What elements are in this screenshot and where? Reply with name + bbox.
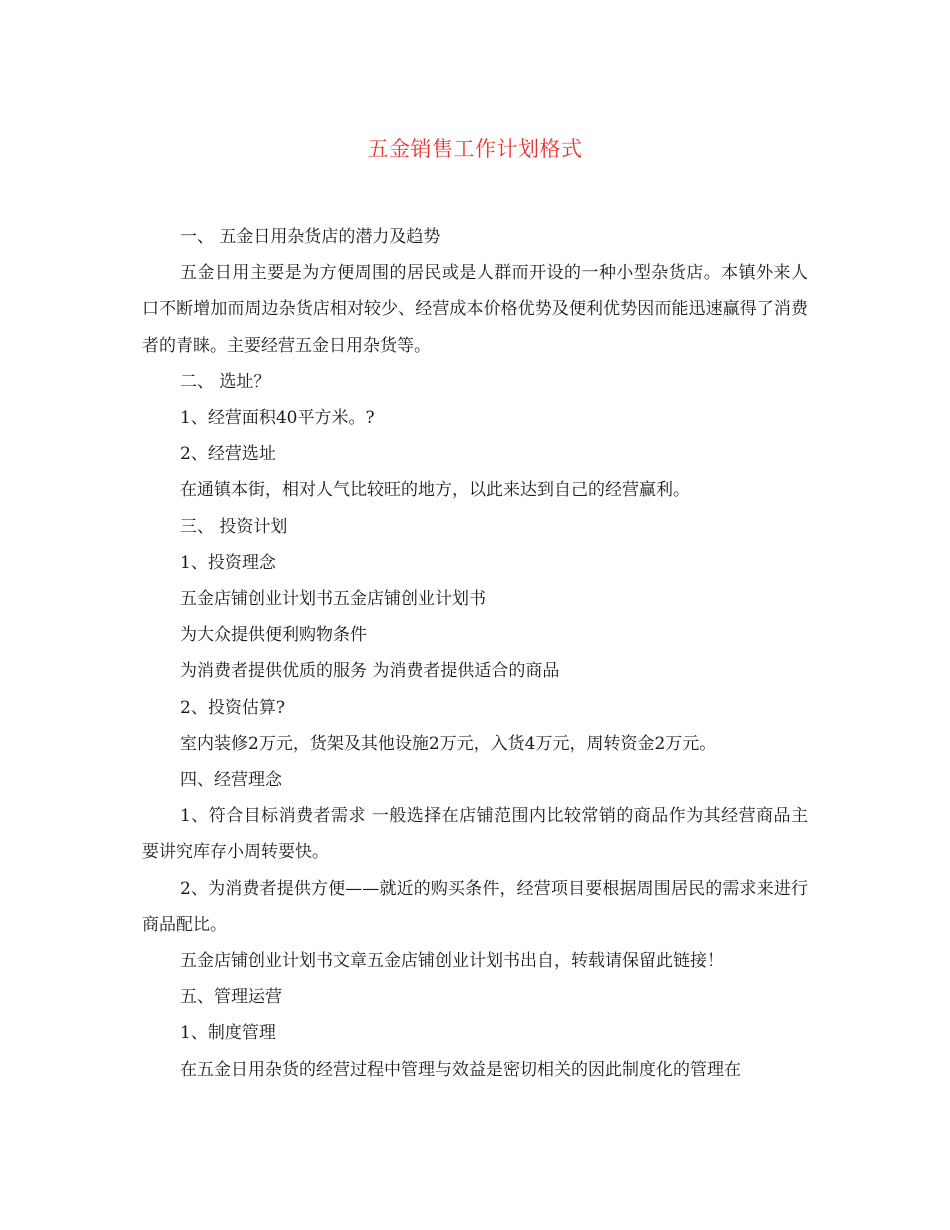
paragraph: 五金日用主要是为方便周围的居民或是人群而开设的一种小型杂货店。本镇外来人口不断增加而周边杂货店相对较少、经营成本价格优势及便利优势因而能迅速赢得了消费者的青睐。主要经营五金日用杂货等。 (142, 263, 808, 356)
paragraph: 为消费者提供优质的服务 为消费者提供适合的商品 (180, 661, 560, 682)
list-item: 2、经营选址 (180, 444, 276, 465)
paragraph: 五金店铺创业计划书文章五金店铺创业计划书出自，转载请保留此链接！ (180, 951, 724, 972)
document-body (142, 219, 808, 1088)
section-heading-3: 三、 投资计划 (180, 516, 288, 537)
section-heading-5: 五、管理运营 (180, 987, 282, 1008)
list-item: 1、符合目标消费者需求 一般选择在店铺范围内比较常销的商品作为其经营商品主要讲究库存小周转要快。 (142, 806, 808, 863)
list-item: 2、为消费者提供方便——就近的购买条件，经营项目要根据周围居民的需求来进行商品配比。 (142, 878, 808, 935)
list-item: 1、经营面积40平方米。? (180, 408, 375, 429)
paragraph: 在通镇本街，相对人气比较旺的地方，以此来达到自己的经营赢利。 (180, 480, 690, 501)
document-title: 五金销售工作计划格式 (367, 137, 583, 161)
section-heading-4: 四、经营理念 (180, 770, 282, 791)
paragraph: 在五金日用杂货的经营过程中管理与效益是密切相关的因此制度化的管理在 (180, 1059, 741, 1080)
section-heading-2: 二、 选址？ (180, 371, 271, 392)
paragraph: 五金店铺创业计划书五金店铺创业计划书 (180, 589, 486, 610)
paragraph: 为大众提供便利购物条件 (180, 625, 367, 646)
list-item: 1、制度管理 (180, 1023, 276, 1044)
list-item: 1、投资理念 (180, 552, 276, 573)
paragraph: 室内装修2万元，货架及其他设施2万元，入货4万元，周转资金2万元。 (180, 733, 717, 754)
section-heading-1: 一、 五金日用杂货店的潜力及趋势 (180, 227, 441, 247)
list-item: 2、投资估算? (180, 697, 285, 718)
